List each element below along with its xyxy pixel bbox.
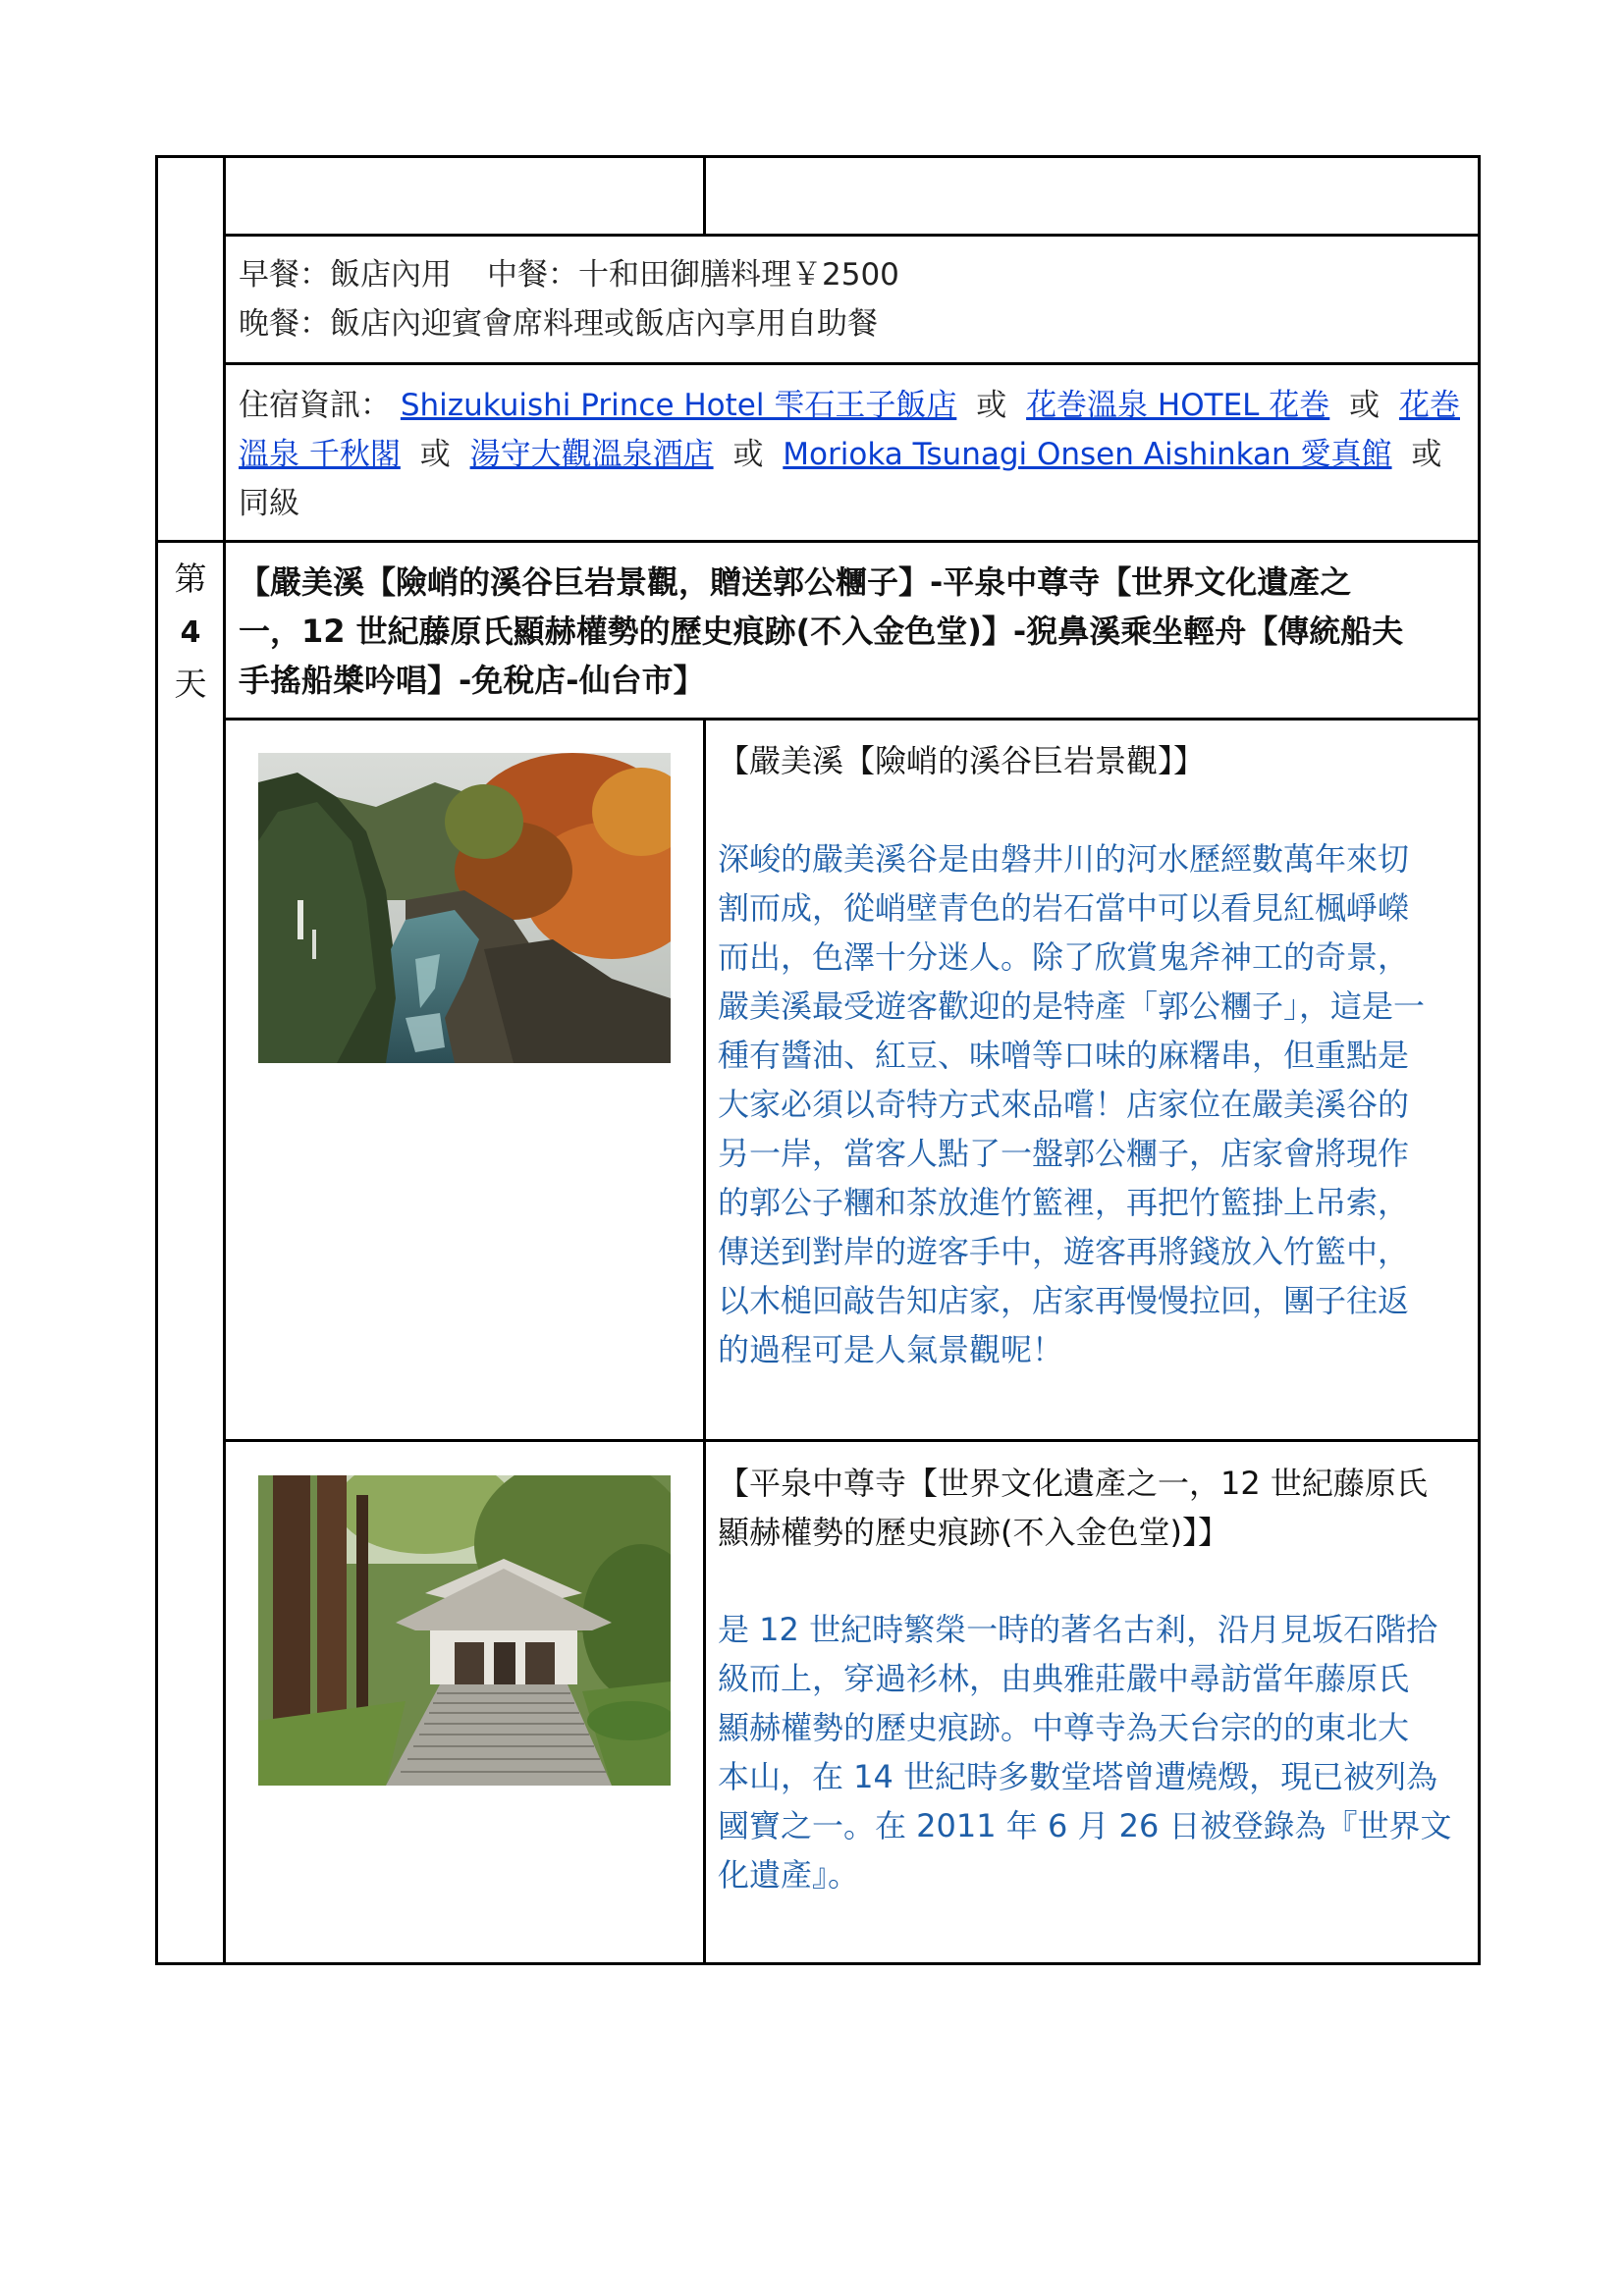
accommodation-label: 住宿資訊： xyxy=(239,388,391,423)
day-label-char-1: 第 xyxy=(174,560,207,598)
table-border-day-column xyxy=(223,155,226,1965)
spot1-desc-line-6: 大家必須以奇特方式來品嚐！店家位在嚴美溪谷的 xyxy=(718,1086,1410,1123)
spot1-desc-line-8: 的郭公子糰和茶放進竹籃裡，再把竹籃掛上吊索， xyxy=(718,1184,1410,1221)
or-text: 或 xyxy=(1349,388,1380,423)
spot1-desc-line-4: 嚴美溪最受遊客歡迎的是特產「郭公糰子」，這是一 xyxy=(718,988,1426,1025)
hotel-link-shizukuishi-prince[interactable]: Shizukuishi Prince Hotel 雫石王子飯店 xyxy=(400,388,957,423)
spot1-desc-line-2: 割而成，從峭壁青色的岩石當中可以看見紅楓崢嶸 xyxy=(718,889,1410,927)
spot1-desc-line-9: 傳送到對岸的遊客手中，遊客再將錢放入竹籃中， xyxy=(718,1233,1410,1270)
accommodation-line-3: 同級 xyxy=(239,486,299,521)
day-label-char-2: 天 xyxy=(174,665,207,703)
itinerary-line-1: 【嚴美溪【險峭的溪谷巨岩景觀，贈送郭公糰子】-平泉中尊寺【世界文化遺產之 xyxy=(239,563,1352,601)
table-border-left xyxy=(155,155,158,1965)
meal-breakfast: 早餐：飯店內用 xyxy=(239,257,452,293)
table-border-day4-top xyxy=(155,540,1481,543)
accommodation-line-2 xyxy=(239,430,1451,479)
spot1-desc-line-7: 另一岸，當客人點了一盤郭公糰子，店家會將現作 xyxy=(718,1135,1410,1172)
itinerary-line-3: 手搖船槳吟唱】-免稅店-仙台市】 xyxy=(239,662,705,699)
table-border-image-column-top xyxy=(703,155,706,236)
hotel-link-hanamaki-hotel[interactable]: 花巻溫泉 HOTEL 花巻 xyxy=(1026,388,1330,423)
spot2-desc-line-4: 本山，在 14 世紀時多數堂塔曾遭燒燬，現已被列為 xyxy=(718,1758,1438,1795)
table-border-image-column xyxy=(703,720,706,1965)
accommodation-line-1 xyxy=(239,381,1460,430)
hotel-link-hanamaki-senshukaku-part1[interactable]: 花巻 xyxy=(1399,388,1460,423)
meals-line-1 xyxy=(239,250,899,299)
table-border-top xyxy=(155,155,1481,158)
or-text: 或 xyxy=(732,437,764,472)
spot1-desc-line-3: 而出，色澤十分迷人。除了欣賞鬼斧神工的奇景， xyxy=(718,938,1410,976)
spot2-title-line-2: 顯赫權勢的歷史痕跡(不入金色堂)】】 xyxy=(718,1514,1229,1551)
spot1-title: 【嚴美溪【險峭的溪谷巨岩景觀】】 xyxy=(718,742,1206,779)
meal-lunch: 中餐：十和田御膳料理￥2500 xyxy=(487,257,899,293)
or-text: 或 xyxy=(1411,437,1442,472)
or-text: 或 xyxy=(976,388,1007,423)
table-border-right xyxy=(1478,155,1481,1965)
hotel-link-morioka-aishinkan[interactable]: Morioka Tsunagi Onsen Aishinkan 愛真館 xyxy=(783,437,1392,472)
hotel-link-hanamaki-senshukaku-part2[interactable]: 溫泉 千秋閣 xyxy=(239,437,401,472)
spot1-desc-line-11: 的過程可是人氣景觀呢！ xyxy=(718,1331,1064,1368)
itinerary-line-2: 一，12 世紀藤原氏顯赫權勢的歷史痕跡(不入金色堂)】-猊鼻溪乘坐輕舟【傳統船夫 xyxy=(239,613,1404,650)
hotel-link-yumori-taikan[interactable]: 湯守大觀溫泉酒店 xyxy=(469,437,714,472)
spot1-desc-line-5: 種有醬油、紅豆、味噌等口味的麻糬串，但重點是 xyxy=(718,1037,1410,1074)
table-border-meals-top xyxy=(223,234,1481,237)
day-number: 4 xyxy=(180,615,201,650)
table-border-hotel-top xyxy=(223,362,1481,365)
spot2-desc-line-2: 級而上，穿過衫林，由典雅莊嚴中尋訪當年藤原氏 xyxy=(718,1660,1410,1697)
table-border-bottom xyxy=(155,1962,1481,1965)
spot2-desc-line-1: 是 12 世紀時繁榮一時的著名古剎，沿月見坂石階拾 xyxy=(718,1611,1438,1648)
meals-line-2: 晚餐：飯店內迎賓會席料理或飯店內享用自助餐 xyxy=(239,306,878,342)
spot2-desc-line-3: 顯赫權勢的歷史痕跡。中尊寺為天台宗的的東北大 xyxy=(718,1709,1410,1746)
spot1-desc-line-10: 以木槌回敲告知店家，店家再慢慢拉回，團子往返 xyxy=(718,1282,1410,1319)
spot2-desc-line-6: 化遺產』。 xyxy=(718,1856,860,1894)
spot1-desc-line-1: 深峻的嚴美溪谷是由磐井川的河水歷經數萬年來切 xyxy=(718,840,1410,878)
spot2-desc-line-5: 國寶之一。在 2011 年 6 月 26 日被登錄為『世界文 xyxy=(718,1807,1452,1844)
or-text: 或 xyxy=(419,437,451,472)
table-border-spot2-top xyxy=(223,1439,1481,1442)
table-border-spot1-top xyxy=(223,718,1481,721)
genbikei-gorge-photo xyxy=(258,753,671,1063)
chusonji-temple-photo xyxy=(258,1475,671,1786)
spot2-title-line-1: 【平泉中尊寺【世界文化遺產之一，12 世紀藤原氏 xyxy=(718,1465,1428,1502)
